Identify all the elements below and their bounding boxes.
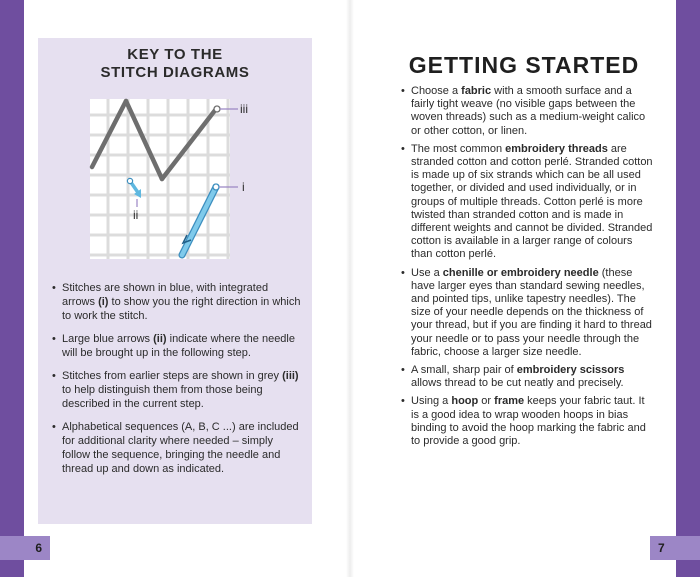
key-title [38,46,312,82]
list-item: • Large blue arrows (ii) indicate where the needle will be brought up in the following step. [52,332,304,360]
label-i: i [242,180,245,194]
list-item: • Choose a fabric with a smooth surface and a fairly tight weave (no visible gaps between the woven threads) such as a medium-weight calico or other cotton, or linen. [401,85,653,138]
page-number-left: 6 [0,536,50,560]
stitch-point-iii [214,106,220,112]
list-item: • Stitches are shown in blue, with integrated arrows (i) to show you the right direction in which to work the stitch. [52,281,304,323]
page-number-right: 7 [650,536,700,560]
key-title-line1: KEY TO THE [127,46,223,63]
stitch-point-i [213,184,219,190]
stitch-point-ii [127,178,132,183]
key-explanations [52,281,304,485]
list-item: • A small, sharp pair of embroidery scissors allows thread to be cut neatly and precisely. [401,364,653,390]
list-item: • Use a chenille or embroidery needle (these have larger eyes than standard sewing needles, and pointed tips, unlike tapestry needles). The size of your needle depends on the thickness of your thread, but if you are finding it hard to thread your needle or to pass your needle through the fabric, choose a larger size needle. [401,267,653,359]
page-title: GETTING STARTED [408,52,640,78]
list-item: • The most common embroidery threads are stranded cotton and cotton perlé. Stranded cotton is made up of six strands which can be all used together, or divided and used individually, or in groups of multiple threads. Cotton perlé is more twisted than stranded cotton and is made in different weights and cannot be divided. Stranded cotton is available in a larger range of colours than cotton perlé. [401,143,653,262]
label-ii: ii [133,208,139,222]
right-edge-band [676,0,700,577]
book-gutter [346,0,354,577]
key-title-line2: STITCH DIAGRAMS [100,64,250,81]
stitch-diagram [88,95,268,265]
list-item: • Alphabetical sequences (A, B, C ...) are included for additional clarity where needed – simply follow the sequence, bringing the needle and thread up and down as indicated. [52,420,304,476]
getting-started-list [401,85,653,453]
label-iii: iii [240,102,248,116]
list-item: • Stitches from earlier steps are shown in grey (iii) to help distinguish them from those being described in the current step. [52,369,304,411]
left-edge-band [0,0,24,577]
list-item: • Using a hoop or frame keeps your fabric taut. It is a good idea to wrap wooden hoops in bias binding to avoid the hoop marking the fabric and to provide a good grip. [401,395,653,448]
